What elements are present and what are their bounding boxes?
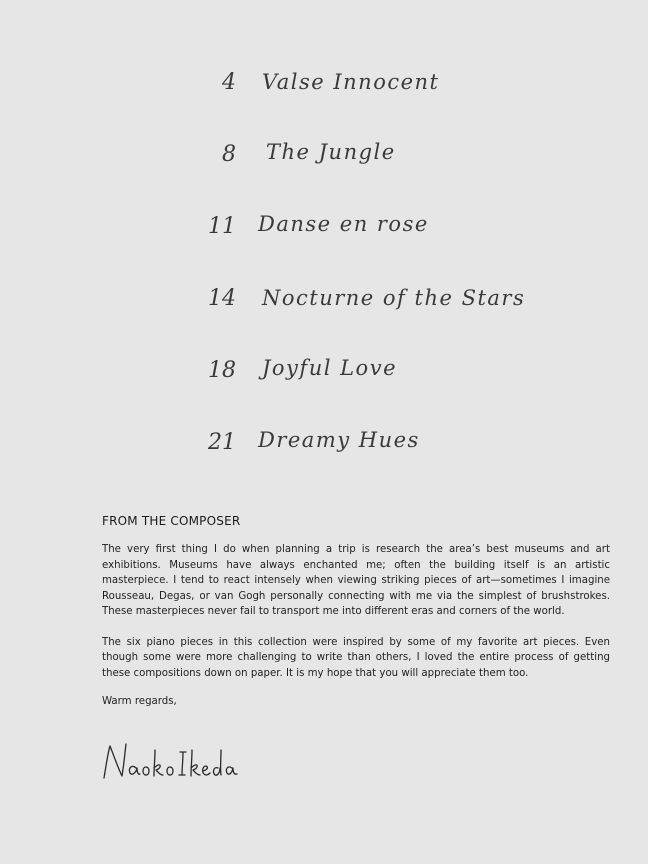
- toc-page-number: 8: [222, 142, 236, 167]
- note-paragraph: The very first thing I do when planning a trip is research the area’s best museums and art exhibitions. Museums have always enchanted me; often the building itself is an artistic masterpiece. I tend to react intensely when viewing striking pieces of art—sometimes I imagine Rousseau, Degas, or van Gogh personally connecting with me via the simplest of brushstrokes. These masterpieces never fail to transport me into different eras and corners of the world.: [102, 544, 610, 617]
- toc-entry: [0, 208, 648, 258]
- note-paragraph: The six piano pieces in this collection were inspired by some of my favorite art pieces. Even though some were more challenging to write than others, I loved the entire process of getting these compositions down on paper. It is my hope that you will appreciate them too.: [102, 636, 610, 679]
- toc-page-number: 18: [208, 358, 236, 383]
- toc-title: Joyful Love: [262, 356, 397, 380]
- toc-title: Nocturne of the Stars: [262, 286, 526, 310]
- toc-entry: [0, 280, 648, 330]
- toc-page-number: 4: [222, 70, 236, 95]
- note-closing: Warm regards,: [102, 696, 177, 707]
- toc-page-number: 21: [208, 430, 236, 455]
- composer-note: [102, 514, 610, 707]
- toc-title: Danse en rose: [258, 212, 429, 236]
- toc-entry: [0, 352, 648, 402]
- toc-page-number: 14: [208, 286, 236, 311]
- toc-title: Dreamy Hues: [258, 428, 420, 452]
- toc-page-number: 11: [208, 214, 236, 239]
- signature: [100, 738, 240, 788]
- toc-title: Valse Innocent: [262, 70, 440, 94]
- toc-entry: [0, 136, 648, 186]
- toc-entry: [0, 64, 648, 114]
- note-heading: FROM THE COMPOSER: [102, 514, 241, 528]
- toc-entry: [0, 424, 648, 474]
- toc-title: The Jungle: [266, 140, 396, 164]
